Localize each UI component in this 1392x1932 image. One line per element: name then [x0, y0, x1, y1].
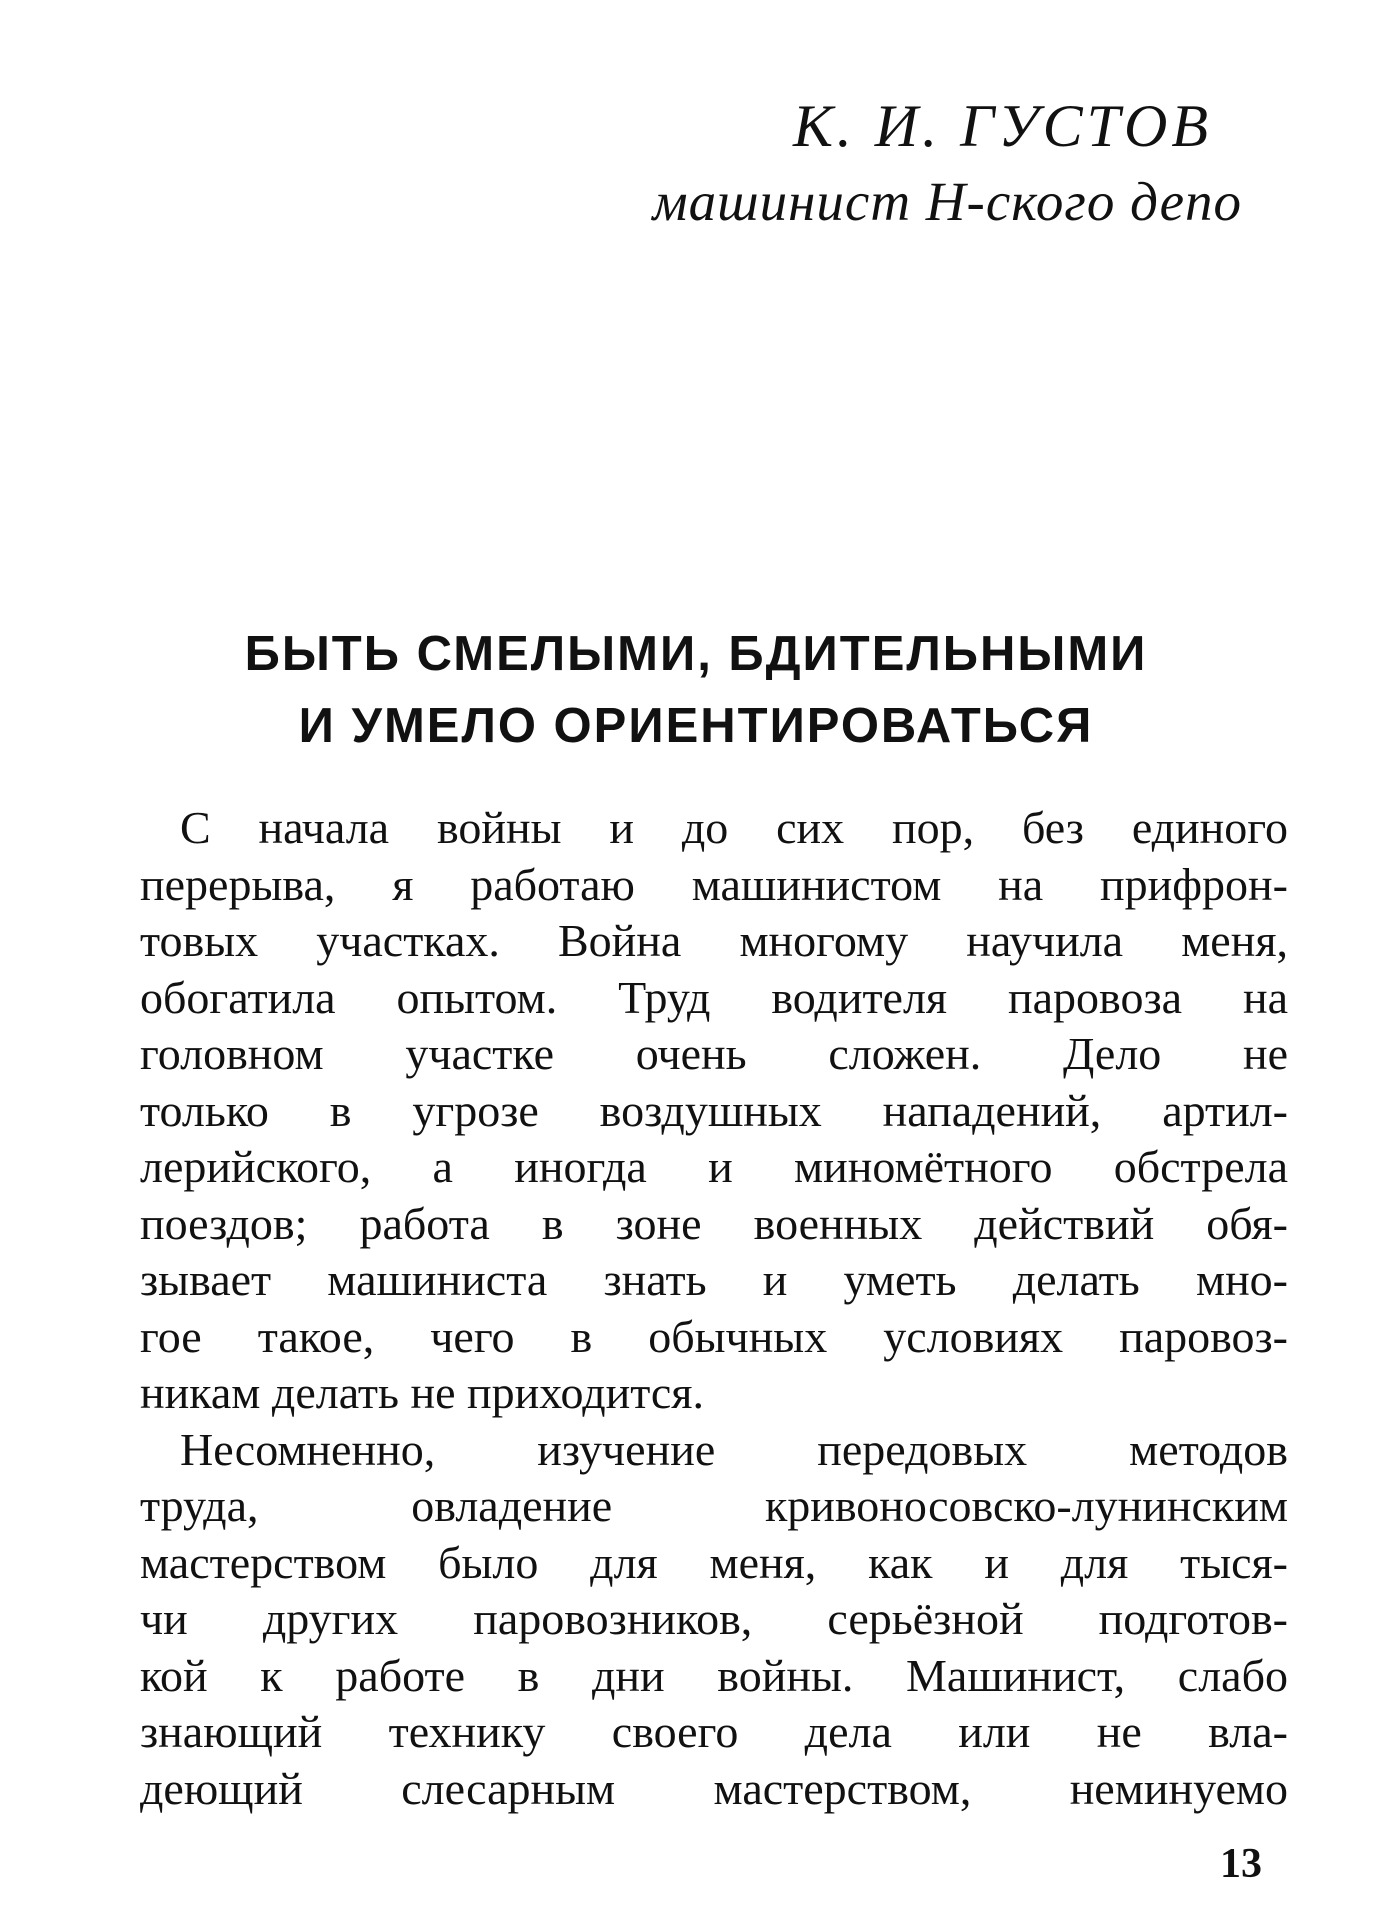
text-line: поездов; работа в зоне военных действий обя-	[140, 1197, 1288, 1249]
text-line: чи других паровозников, серьёзной подготов-	[140, 1593, 1288, 1644]
author-block	[653, 88, 1242, 240]
text-line: труда, овладение кривоносовско-лунинским	[140, 1480, 1288, 1531]
heading-line: БЫТЬ СМЕЛЫМИ, БДИТЕЛЬНЫМИ	[244, 627, 1148, 681]
text-line: лерийского, а иногда и миномётного обстрела	[140, 1141, 1288, 1192]
text-line: перерыва, я работаю машинистом на прифрон-	[140, 858, 1288, 910]
author-name: К. И. ГУСТОВ	[792, 93, 1212, 159]
text-line: головном участке очень сложен. Дело не	[140, 1028, 1288, 1079]
text-line: кой к работе в дни войны. Машинист, слабо	[140, 1649, 1288, 1701]
text-line: зывает машиниста знать и уметь делать мно-	[140, 1254, 1288, 1305]
heading-line: И УМЕЛО ОРИЕНТИРОВАТЬСЯ	[298, 699, 1094, 753]
page-number: 13	[1220, 1841, 1262, 1887]
paragraph	[140, 800, 1288, 1422]
text-line: обогатила опытом. Труд водителя паровоза на	[140, 971, 1288, 1023]
text-line: знающий технику своего дела или не вла-	[140, 1706, 1288, 1757]
text-line: деющий слесарным мастерством, неминуемо	[140, 1762, 1288, 1814]
text-line: никам делать не приходится.	[140, 1367, 704, 1418]
text-line: Несомненно, изучение передовых методов	[180, 1423, 1288, 1475]
text-line: гое такое, чего в обычных условиях паровоз-	[140, 1310, 1288, 1362]
text-line: С начала войны и до сих пор, без единого	[180, 802, 1288, 853]
text-line: только в угрозе воздушных нападений, артил-	[140, 1084, 1288, 1136]
article-body	[140, 800, 1288, 1817]
author-title: машинист Н-ского депо	[652, 171, 1242, 232]
text-line: товых участках. Война многому научила меня,	[140, 915, 1288, 966]
paragraph	[140, 1422, 1288, 1818]
text-line: мастерством было для меня, как и для тыся-	[140, 1536, 1288, 1588]
article-heading	[0, 618, 1392, 762]
